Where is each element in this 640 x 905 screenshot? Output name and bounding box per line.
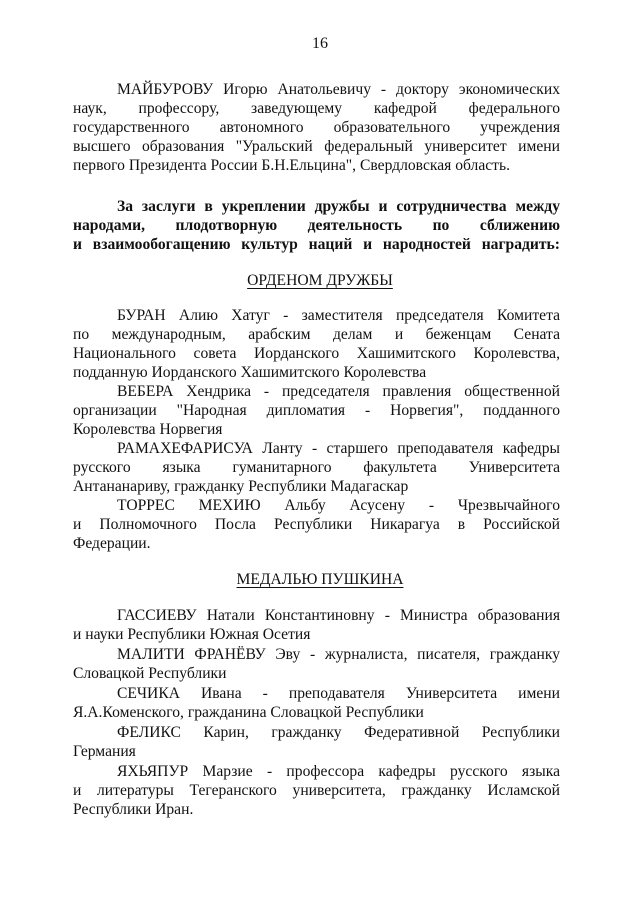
text-line: ЯХЬЯПУР Марзие - профессора кафедры русского языка bbox=[117, 763, 560, 780]
order-entry-3 bbox=[73, 439, 560, 496]
text-line: русского языка гуманитарного факультета Университета bbox=[73, 459, 560, 476]
text-line: подданную Иорданского Хашимитского Королевства bbox=[73, 364, 427, 381]
text-line: БУРАН Алию Хатуг - заместителя председателя Комитета bbox=[117, 307, 560, 324]
text-line: Королевства Норвегия bbox=[73, 421, 223, 438]
text-line: высшего образования "Уральский федеральный университет имени bbox=[73, 138, 560, 155]
text-line: организации "Народная дипломатия - Норвегия", подданного bbox=[73, 402, 560, 419]
section-heading-text: ОРДЕНОМ ДРУЖБЫ bbox=[247, 272, 393, 289]
text-line: РАМАХЕФАРИСУА Ланту - старшего преподавателя кафедры bbox=[117, 440, 560, 457]
text-line: ТОРРЕС МЕХИЮ Альбу Асусену - Чрезвычайного bbox=[117, 497, 560, 514]
text-line: МАЛИТИ ФРАНЁВУ Эву - журналиста, писателя, гражданку bbox=[117, 646, 560, 663]
section-heading-text: МЕДАЛЬЮ ПУШКИНА bbox=[236, 571, 404, 588]
text-line: Федерации. bbox=[73, 535, 151, 552]
section-heading-order bbox=[0, 271, 640, 290]
text-line: и взаимообогащению культур наций и народностей наградить: bbox=[73, 236, 560, 253]
text-line: по международным, арабским делам и беженцам Сената bbox=[73, 326, 560, 343]
medal-entry-1 bbox=[73, 606, 560, 644]
order-entry-4 bbox=[73, 496, 560, 553]
intro-entry bbox=[73, 80, 560, 175]
text-line: Антананариву, гражданку Республики Мадагаскар bbox=[73, 478, 409, 495]
text-line: ГАССИЕВУ Натали Константиновну - Министра образования bbox=[117, 607, 560, 624]
text-line: и литературы Тегеранского университета, гражданку Исламской bbox=[73, 782, 560, 799]
text-line: ВЕБЕРА Хендрика - председателя правления общественной bbox=[117, 383, 560, 400]
text-line: наук, профессору, заведующему кафедрой федерального bbox=[73, 100, 560, 117]
text-line: За заслуги в укреплении дружбы и сотрудничества между bbox=[117, 198, 560, 215]
text-line: и науки Республики Южная Осетия bbox=[73, 626, 311, 643]
text-line: Республики Иран. bbox=[73, 801, 194, 818]
text-line: первого Президента России Б.Н.Ельцина", Свердловская область. bbox=[73, 157, 510, 174]
text-line: Я.А.Коменского, гражданина Словацкой Республики bbox=[73, 704, 424, 721]
medal-entry-2 bbox=[73, 645, 560, 683]
order-entry-1 bbox=[73, 306, 560, 382]
medal-entry-4 bbox=[73, 723, 560, 761]
text-line: государственного автономного образовательного учреждения bbox=[73, 119, 560, 136]
text-line: ФЕЛИКС Карин, гражданку Федеративной Республики bbox=[117, 724, 560, 741]
text-line: народами, плодотворную деятельность по сближению bbox=[73, 217, 560, 234]
text-line: МАЙБУРОВУ Игорю Анатольевичу - доктору экономических bbox=[117, 81, 560, 98]
page-number: 16 bbox=[312, 35, 328, 52]
text-line: Германия bbox=[73, 743, 136, 760]
order-entry-2 bbox=[73, 382, 560, 439]
text-line: Словацкой Республики bbox=[73, 665, 227, 682]
decree-paragraph bbox=[73, 197, 560, 254]
medal-entry-3 bbox=[73, 684, 560, 722]
text-line: Национального совета Иорданского Хашимитского Королевства, bbox=[73, 345, 560, 362]
medal-entry-5 bbox=[73, 762, 560, 819]
text-line: и Полномочного Посла Республики Никарагуа в Российской bbox=[73, 516, 560, 533]
section-heading-medal bbox=[0, 570, 640, 589]
text-line: СЕЧИКА Ивана - преподавателя Университета имени bbox=[117, 685, 560, 702]
